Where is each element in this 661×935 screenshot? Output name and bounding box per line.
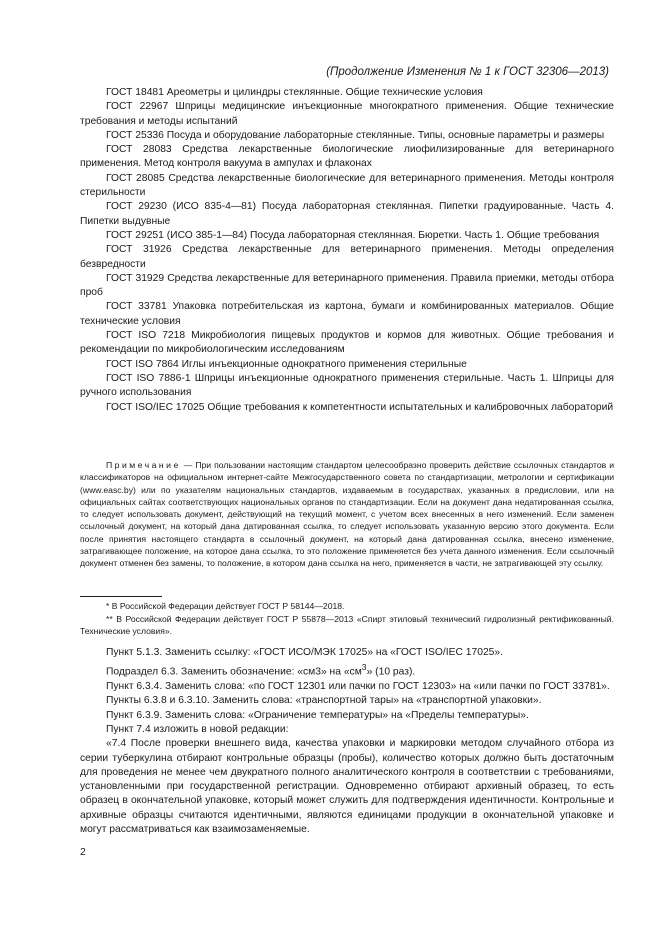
reference-item: ГОСТ 29251 (ИСО 385-1—84) Посуда лабораторная стеклянная. Бюретки. Часть 1. Общие требования (106, 229, 600, 241)
amendment-paragraph: «7.4 После проверки внешнего вида, качества упаковки и маркировки методом случайного отбора из серии туберкулина отбирают контрольные образцы (пробы), количество которых должно быть достаточным для проведения не менее чем двукратного полного аналитического контроля в соответствии с требованиями, установленными при государственной регистрации. Одновременно отбирают архивный образец, то есть образец в окончательной упаковке, который может служить для подтверждения идентичности. Контрольные и архивные образцы считаются идентичными, являются единицами продукции в окончательной упаковке и могут рассматриваться как взаимозаменяемые. (80, 738, 614, 835)
page-number: 2 (80, 846, 86, 858)
text-after: » (10 раз). (366, 666, 416, 678)
amendment-paragraph: Пункт 7.4 изложить в новой редакции: (106, 723, 289, 735)
reference-item: ГОСТ 31929 Средства лекарственные для ветеринарного применения. Правила приемки, методы отбора проб (80, 272, 614, 299)
reference-item: ГОСТ ISO 7864 Иглы инъекционные однократного применения стерильные (106, 358, 467, 370)
reference-item: ГОСТ 18481 Ареометры и цилиндры стеклянные. Общие технические условия (106, 87, 483, 98)
reference-item: ГОСТ 31926 Средства лекарственные для ветеринарного применения. Методы определения безвредности (80, 244, 614, 270)
amendment-paragraph: Пункт 6.3.9. Заменить слова: «Ограничение температуры» на «Пределы температуры». (106, 709, 529, 721)
footnotes (80, 600, 614, 638)
reference-item: ГОСТ ISO/IEC 17025 Общие требования к компетентности испытательных и калибровочных лабораторий (106, 401, 614, 413)
reference-item: ГОСТ 28083 Средства лекарственные биологические лиофилизированные для ветеринарного применения. Метод контроля вакуума в ампулах и флаконах (80, 144, 614, 170)
reference-item: ГОСТ 28085 Средства лекарственные биологические для ветеринарного применения. Методы контроля стерильности (80, 172, 614, 199)
footnote: ** В Российской Федерации действует ГОСТ Р 55878—2013 «Спирт этиловый технический гидролизный ректификованный. Технические условия». (80, 613, 614, 636)
reference-item: ГОСТ 33781 Упаковка потребительская из картона, бумаги и комбинированных материалов. Общие технические условия (80, 301, 614, 327)
reference-item: ГОСТ 25336 Посуда и оборудование лабораторные стеклянные. Типы, основные параметры и размеры (106, 129, 605, 141)
amendment-paragraph: Пункт 6.3.4. Заменить слова: «по ГОСТ 12301 или пачки по ГОСТ 12303» на «или пачки по ГОСТ 33781». (106, 681, 610, 693)
note-paragraph (80, 459, 614, 570)
reference-item: ГОСТ 22967 Шприцы медицинские инъекционные многократного применения. Общие технические требования и методы испытаний (80, 101, 614, 127)
amendment-paragraph: Пункт 5.1.3. Заменить ссылку: «ГОСТ ИСО/МЭК 17025» на «ГОСТ ISO/IEC 17025». (106, 647, 503, 658)
note-text: — При пользовании настоящим стандартом целесообразно проверить действие ссылочных стандартов и классификаторов на официальном интернет-сайте Межгосударственного совета по стандартизации, метрологии и сертификации (www.easc.by) или по указателям национальных стандартов, издаваемым в государствах, указанных в предисловии, или на официальных сайтах соответствующих национальных органов по стандартизации. Если на документ дана недатированная ссылка, то следует использовать документ, действующий на текущий момент, с учетом всех внесенных в него изменений. Если заменен ссылочный документ, на который дана датированная ссылка, то следует использовать указанную версию этого документа. Если после принятия настоящего стандарта в ссылочный документ, на который дана датированная ссылка, внесено изменение, затрагивающее положение, на которое дана ссылка, то это положение применяется без учета данного изменения. Если ссылочный документ отменен без замены, то положение, в котором дана ссылка на него, применяется в части, не затрагивающей эту ссылку. (80, 460, 614, 569)
reference-item: ГОСТ ISO 7886-1 Шприцы инъекционные однократного применения стерильные. Часть 1. Шприцы для ручного использования (80, 372, 614, 399)
footnote: * В Российской Федерации действует ГОСТ Р 58144—2018. (106, 601, 345, 611)
normative-references (80, 86, 614, 415)
text-before: Подраздел 6.3. Заменить обозначение: «см3» на «см (106, 666, 362, 678)
amendment-paragraph (80, 660, 614, 680)
reference-item: ГОСТ 29230 (ИСО 835-4—81) Посуда лабораторная стеклянная. Пипетки градуированные. Часть 4. Пипетки выдувные (80, 201, 614, 227)
reference-item: ГОСТ ISO 7218 Микробиология пищевых продуктов и кормов для животных. Общие требования и рекомендации по микробиологическим исследованиям (80, 330, 614, 356)
footnote-separator (80, 596, 162, 597)
note-label: Примечание (106, 460, 181, 470)
superscript: 3 (361, 662, 367, 673)
amendment-text (80, 646, 614, 837)
page-header: (Продолжение Изменения № 1 к ГОСТ 32306—2013) (326, 66, 609, 78)
amendment-paragraph: Пункты 6.3.8 и 6.3.10. Заменить слова: «транспортной тары» на «транспортной упаковки». (106, 695, 542, 707)
